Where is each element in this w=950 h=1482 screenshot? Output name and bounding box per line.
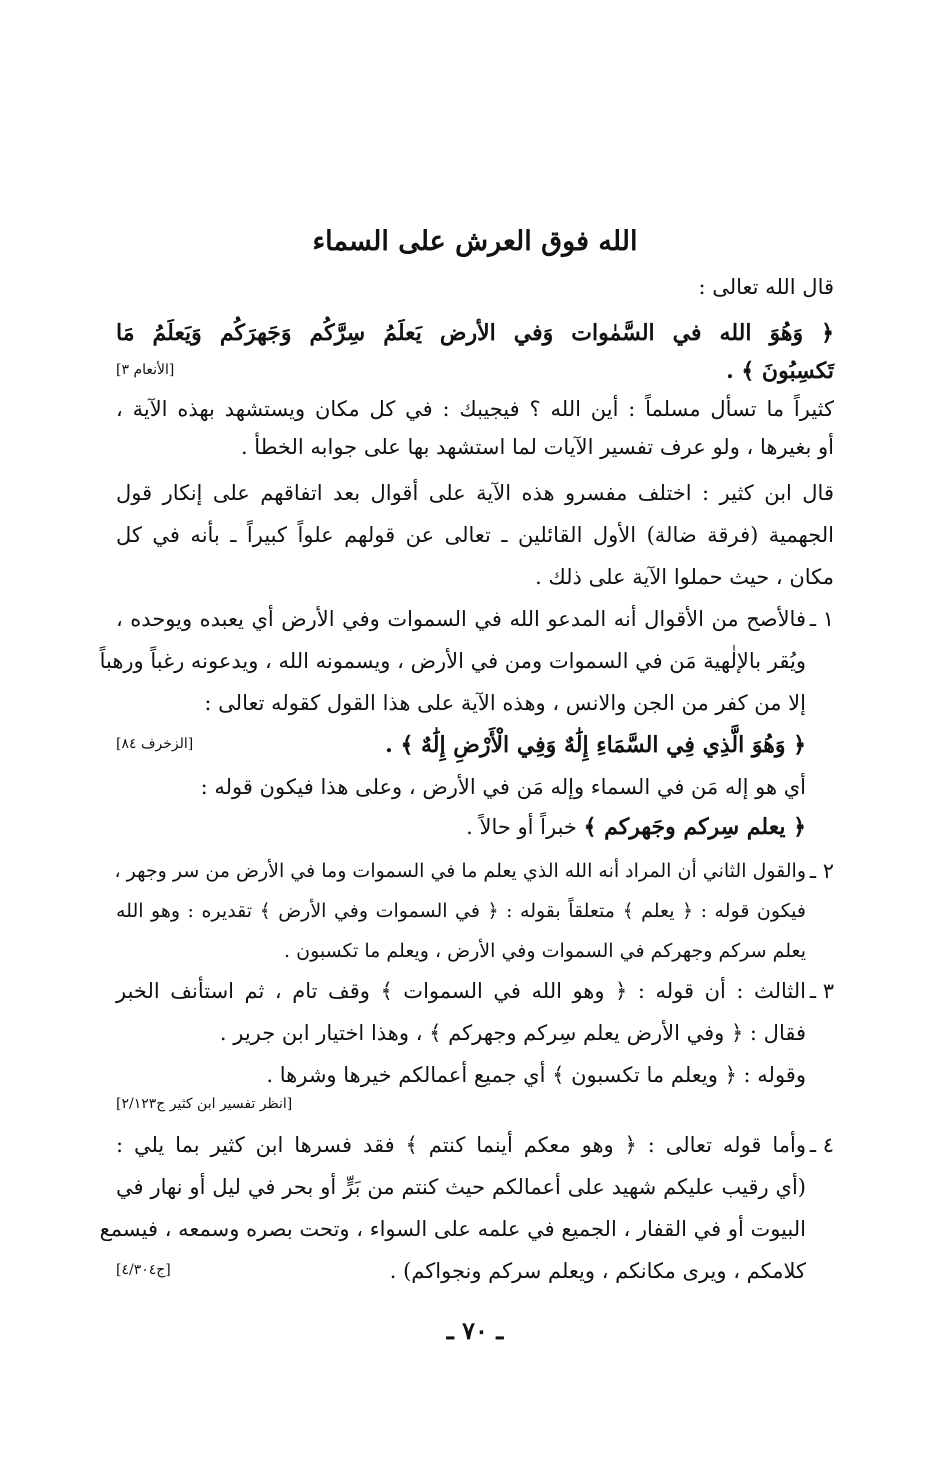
paragraph-line: مكان ، حيث حملوا الآية على ذلك . (535, 565, 834, 589)
list-text: وأما قوله تعالى : ﴿ وهو معكم أينما كنتم ﴾ فقد فسرها ابن كثير بما يلي : (116, 1133, 806, 1157)
source-reference: [ج٤/٣٠٤] (116, 1262, 171, 1278)
list-number: ١ ـ (809, 607, 834, 631)
verse-fragment: ﴿ يعلم سِركم وجَهركم ﴾ (583, 814, 806, 840)
document-page (99, 0, 834, 1482)
list-number: ٢ ـ (809, 859, 834, 883)
list-text: ويُقر بالإلٰهية مَن في السموات ومن في الأرض ، ويسمونه الله ، ويدعونه رغباً ورهباً (99, 649, 806, 673)
list-text: كلامكم ، ويرى مكانكم ، ويعلم سركم ونجواكم) . (389, 1259, 806, 1283)
list-text: إلا من كفر من الجن والانس ، وهذه الآية على هذا القول كقوله تعالى : (204, 691, 806, 715)
verse-line: ﴿ وَهُوَ الله في السَّمٰوات وَفي الأرض يَعلَمُ سِرَّكُم وَجَهرَكُم وَيَعلَمُ مَا (116, 320, 834, 346)
list-text: وقوله : ﴿ ويعلم ما تكسبون ﴾ أي جميع أعمالكم خيرها وشرها . (266, 1063, 806, 1087)
paragraph-line: أو بغيرها ، ولو عرف تفسير الآيات لما استشهد بها على جوابه الخطأ . (240, 435, 834, 459)
list-item-3 (116, 976, 834, 1010)
list-text: فيكون قوله : ﴿ يعلم ﴾ متعلقاً بقوله : ﴿ في السموات وفي الأرض ﴾ تقديره : وهو الله (116, 900, 806, 922)
list-number: ٤ ـ (809, 1133, 834, 1157)
page-number: ـ ٧٠ ـ (446, 1316, 504, 1345)
list-text: الثالث : أن قوله : ﴿ وهو الله في السموات ﴾ وقف تام ، ثم استأنف الخبر (116, 979, 806, 1003)
list-item-2 (116, 856, 834, 890)
verse-reference: [الزخرف ٨٤] (116, 736, 194, 752)
list-text: فقال : ﴿ وفي الأرض يعلم سِركم وجهركم ﴾ ، وهذا اختيار ابن جرير . (219, 1021, 806, 1045)
source-reference: [انظر تفسير ابن كثير ج٢/١٢٣] (116, 1096, 293, 1112)
list-text (116, 812, 834, 846)
page-title: الله فوق العرش على السماء (312, 226, 638, 257)
list-text-rest: خبراً أو حالاً . (466, 815, 577, 839)
verse-line: تَكسِبُونَ ﴾ . (726, 358, 834, 384)
verse-line: ﴿ وَهُوَ الَّذِي فِي السَّمَاءِ إِلَٰهٌ وَفِي الْأَرْضِ إِلَٰهٌ ﴾ . (385, 732, 806, 758)
list-item-1 (116, 604, 834, 638)
list-item-4 (116, 1130, 834, 1164)
verse-reference: [الأنعام ٣] (116, 362, 175, 378)
paragraph-line: قال ابن كثير : اختلف مفسرو هذه الآية على أقوال بعد اتفاقهم على إنكار قول (116, 481, 834, 505)
list-text: (أي رقيب عليكم شهيد على أعمالكم حيث كنتم من بَرٍّ أو بحر في ليل أو نهار في (116, 1175, 806, 1199)
list-text: والقول الثاني أن المراد أنه الله الذي يعلم ما في السموات وما في الأرض من سر وجهر ، (114, 860, 806, 882)
list-text: البيوت أو في القفار ، الجميع في علمه على السواء ، وتحت بصره وسمعه ، فيسمع (99, 1217, 806, 1241)
paragraph-line: كثيراً ما تسأل مسلماً : أين الله ؟ فيجيبك : في كل مكان ويستشهد بهذه الآية ، (116, 397, 834, 421)
list-number: ٣ ـ (809, 979, 834, 1003)
list-text: فالأصح من الأقوال أنه المدعو الله في السموات وفي الأرض أي يعبده ويوحده ، (116, 607, 806, 631)
list-text: يعلم سركم وجهركم في السموات وفي الأرض ، ويعلم ما تكسبون . (284, 940, 806, 962)
list-text: أي هو إله مَن في السماء وإله مَن في الأرض ، وعلى هذا فيكون قوله : (200, 775, 806, 799)
paragraph-line: الجهمية (فرقة ضالة) الأول القائلين ـ تعالى عن قولهم علواً كبيراً ـ بأنه في كل (116, 523, 834, 547)
intro-line: قال الله تعالى : (698, 275, 834, 299)
